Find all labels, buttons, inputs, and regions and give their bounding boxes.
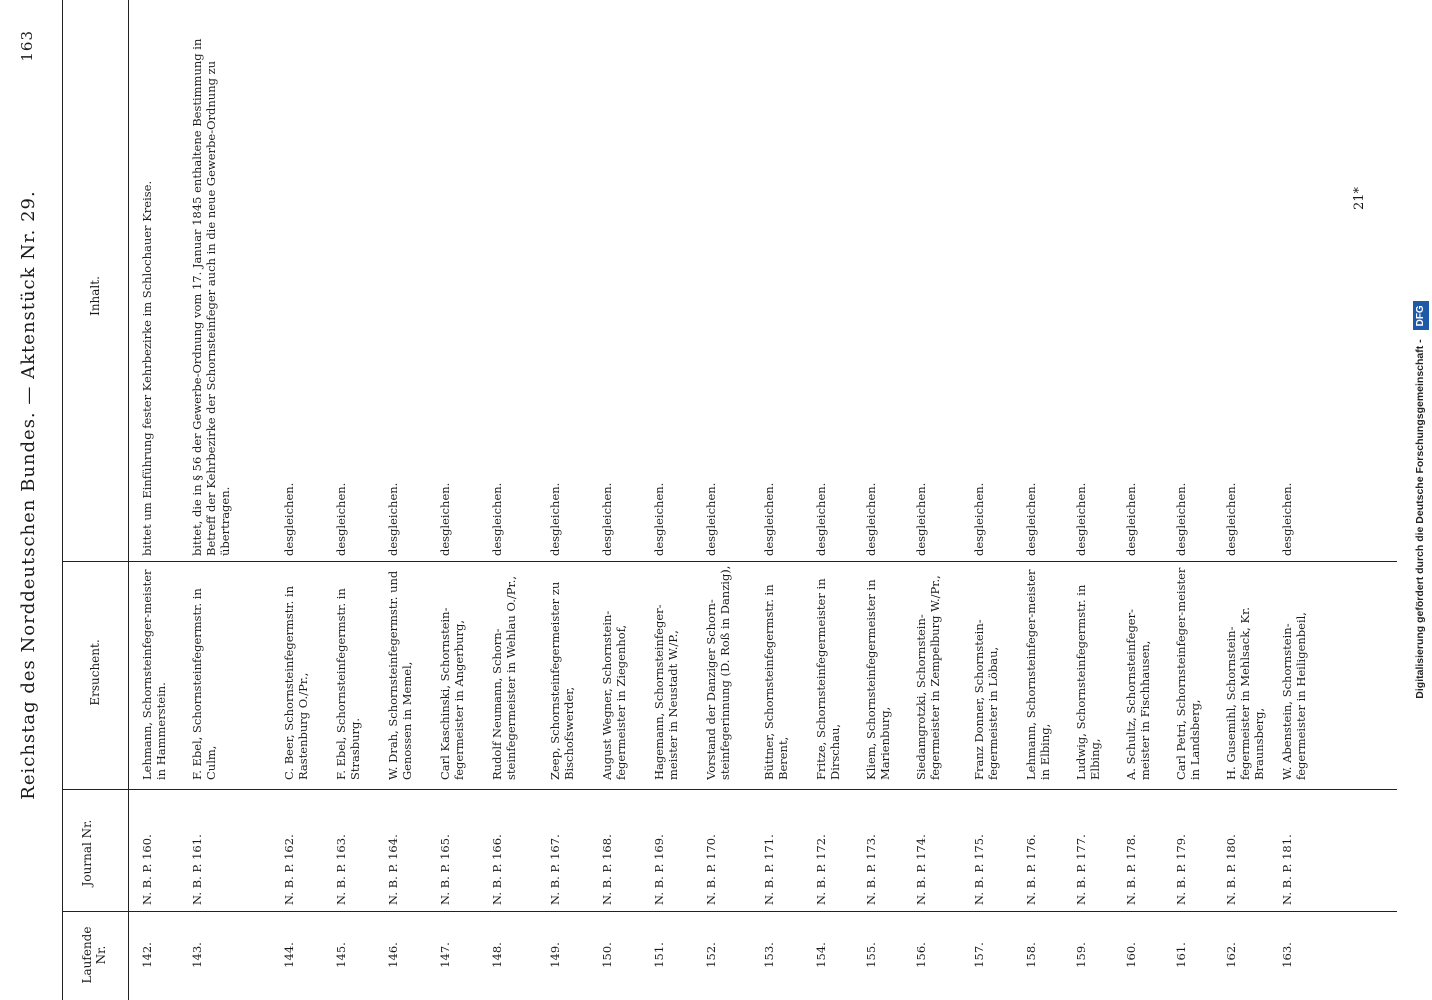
cell-journal: N. B. P. 178. xyxy=(1124,834,1138,905)
header-rule xyxy=(62,0,63,1000)
page-header xyxy=(18,30,54,960)
cell-journal: N. B. P. 162. xyxy=(282,834,296,905)
cell-nr: 145. xyxy=(334,942,348,968)
cell-journal: N. B. P. 177. xyxy=(1074,834,1088,905)
cell-nr: 156. xyxy=(914,942,928,968)
cell-gesuch: F. Ebel, Schornsteinfegermstr. in Strasburg. xyxy=(334,588,362,780)
cell-nr: 147. xyxy=(438,942,452,968)
cell-nr: 158. xyxy=(1024,942,1038,968)
divider-nr-journal xyxy=(62,911,1397,912)
page-number: 163 xyxy=(18,30,36,62)
cell-nr: 143. xyxy=(190,942,204,968)
cell-journal: N. B. P. 160. xyxy=(140,834,154,905)
column-head-rule xyxy=(128,0,129,1000)
cell-gesuch: Carl Petri, Schornsteinfeger-meister in Landsberg, xyxy=(1174,567,1202,780)
cell-gesuch: Fritze, Schornsteinfegermeister in Dirschau, xyxy=(814,578,842,780)
cell-nr: 152. xyxy=(704,942,718,968)
cell-gesuch: C. Beer, Schornsteinfegermstr. in Rastenburg O./Pr., xyxy=(282,585,310,780)
cell-inhalt: desgleichen. xyxy=(1280,482,1294,556)
cell-journal: N. B. P. 174. xyxy=(914,834,928,905)
cell-inhalt: bittet um Einführung fester Kehrbezirke im Schlochauer Kreise. xyxy=(140,180,154,556)
cell-nr: 159. xyxy=(1074,942,1088,968)
cell-nr: 155. xyxy=(864,942,878,968)
cell-inhalt: desgleichen. xyxy=(1174,482,1188,556)
cell-journal: N. B. P. 179. xyxy=(1174,834,1188,905)
cell-nr: 162. xyxy=(1224,942,1238,968)
cell-gesuch: Zeep, Schornsteinfegermeister zu Bischofswerder, xyxy=(548,581,576,780)
divider-gesuch-inhalt xyxy=(62,561,1397,562)
cell-journal: N. B. P. 164. xyxy=(386,834,400,905)
column-header-nr: Laufende Nr. xyxy=(80,926,108,984)
cell-gesuch: A. Schultz, Schornsteinfeger-meister in Fischhausen, xyxy=(1124,609,1152,780)
credit-text: Digitalisierung gefördert durch die Deutsche Forschungsgemeinschaft - xyxy=(1414,339,1426,699)
cell-nr: 161. xyxy=(1174,942,1188,968)
cell-inhalt: desgleichen. xyxy=(490,482,504,556)
cell-inhalt: desgleichen. xyxy=(386,482,400,556)
cell-journal: N. B. P. 169. xyxy=(652,834,666,905)
cell-inhalt: bittet, die in § 56 der Gewerbe-Ordnung vom 17. Januar 1845 enthaltene Bestimmung in Betreff der Kehrbezirke der Schornsteinfeger auch in die neue Gewerbe-Ordnung zu übertragen. xyxy=(190,38,232,556)
cell-gesuch: W. Abenstein, Schornstein-fegermeister in Heiligenbeil, xyxy=(1280,612,1308,780)
cell-inhalt: desgleichen. xyxy=(652,482,666,556)
cell-journal: N. B. P. 166. xyxy=(490,834,504,905)
cell-journal: N. B. P. 171. xyxy=(762,834,776,905)
cell-gesuch: August Wegner, Schornstein-fegermeister in Ziegenhof, xyxy=(600,610,628,780)
cell-gesuch: Kliem, Schornsteinfegermeister in Marienburg, xyxy=(864,579,892,780)
dfg-logo: DFG xyxy=(1413,301,1429,330)
cell-inhalt: desgleichen. xyxy=(704,482,718,556)
cell-gesuch: Büttner, Schornsteinfegermstr. in Berent, xyxy=(762,584,790,780)
cell-inhalt: desgleichen. xyxy=(1224,482,1238,556)
cell-nr: 153. xyxy=(762,942,776,968)
cell-inhalt: desgleichen. xyxy=(1024,482,1038,556)
cell-journal: N. B. P. 163. xyxy=(334,834,348,905)
column-header-journal: Journal Nr. xyxy=(80,819,94,887)
cell-inhalt: desgleichen. xyxy=(762,482,776,556)
cell-gesuch: Siedamgrotzki, Schornstein-fegermeister in Zempelburg W./Pr., xyxy=(914,575,942,780)
cell-inhalt: desgleichen. xyxy=(600,482,614,556)
divider-journal-gesuch xyxy=(62,789,1397,790)
cell-journal: N. B. P. 168. xyxy=(600,834,614,905)
cell-inhalt: desgleichen. xyxy=(972,482,986,556)
cell-nr: 151. xyxy=(652,942,666,968)
cell-gesuch: H. Gusemihl, Schornstein-fegermeister in Mehlsack, Kr. Braunsberg, xyxy=(1224,607,1266,780)
cell-journal: N. B. P. 181. xyxy=(1280,834,1294,905)
cell-journal: N. B. P. 175. xyxy=(972,834,986,905)
cell-nr: 142. xyxy=(140,942,154,968)
cell-gesuch: Carl Kaschinski, Schornstein-fegermeister in Angerburg, xyxy=(438,607,466,780)
cell-inhalt: desgleichen. xyxy=(814,482,828,556)
cell-journal: N. B. P. 161. xyxy=(190,834,204,905)
cell-journal: N. B. P. 170. xyxy=(704,834,718,905)
cell-inhalt: desgleichen. xyxy=(334,482,348,556)
cell-inhalt: desgleichen. xyxy=(864,482,878,556)
cell-nr: 148. xyxy=(490,942,504,968)
cell-gesuch: W. Drah, Schornsteinfegermstr. und Genossen in Memel, xyxy=(386,570,414,780)
cell-journal: N. B. P. 176. xyxy=(1024,834,1038,905)
cell-inhalt: desgleichen. xyxy=(438,482,452,556)
cell-journal: N. B. P. 180. xyxy=(1224,834,1238,905)
cell-inhalt: desgleichen. xyxy=(548,482,562,556)
cell-gesuch: Lehmann, Schornsteinfeger-meister in Elbing, xyxy=(1024,569,1052,780)
cell-nr: 144. xyxy=(282,942,296,968)
cell-nr: 150. xyxy=(600,942,614,968)
cell-journal: N. B. P. 167. xyxy=(548,834,562,905)
cell-gesuch: Hagemann, Schornsteinfeger-meister in Neustadt W./P., xyxy=(652,604,680,780)
column-header-gesuch: Ersuchent. xyxy=(88,639,102,706)
column-header-inhalt: Inhalt. xyxy=(88,276,102,316)
cell-nr: 157. xyxy=(972,942,986,968)
cell-gesuch: Franz Donner, Schornstein-fegermeister in Löbau, xyxy=(972,619,1000,780)
sheet-signature: 21* xyxy=(1352,186,1367,210)
cell-nr: 154. xyxy=(814,942,828,968)
cell-journal: N. B. P. 172. xyxy=(814,834,828,905)
cell-gesuch: F. Ebel, Schornsteinfegermstr. in Culm, xyxy=(190,588,218,780)
header-title: Reichstag des Norddeutschen Bundes. — Aktenstück Nr. 29. xyxy=(18,190,39,800)
cell-gesuch: Ludwig, Schornsteinfegermstr. in Elbing, xyxy=(1074,584,1102,780)
cell-gesuch: Vorstand der Danziger Schorn-steinfegerinnung (D. Roß in Danzig), xyxy=(704,565,732,780)
cell-inhalt: desgleichen. xyxy=(1074,482,1088,556)
cell-inhalt: desgleichen. xyxy=(914,482,928,556)
cell-inhalt: desgleichen. xyxy=(282,482,296,556)
cell-journal: N. B. P. 173. xyxy=(864,834,878,905)
digitization-credit xyxy=(1409,10,1431,990)
cell-gesuch: Rudolf Neumann, Schorn-steinfegermeister in Wehlau O./Pr., xyxy=(490,575,518,780)
cell-journal: N. B. P. 165. xyxy=(438,834,452,905)
cell-nr: 163. xyxy=(1280,942,1294,968)
cell-inhalt: desgleichen. xyxy=(1124,482,1138,556)
cell-nr: 146. xyxy=(386,942,400,968)
cell-gesuch: Lehmann, Schornsteinfeger-meister in Hammerstein. xyxy=(140,569,168,780)
cell-nr: 160. xyxy=(1124,942,1138,968)
cell-nr: 149. xyxy=(548,942,562,968)
